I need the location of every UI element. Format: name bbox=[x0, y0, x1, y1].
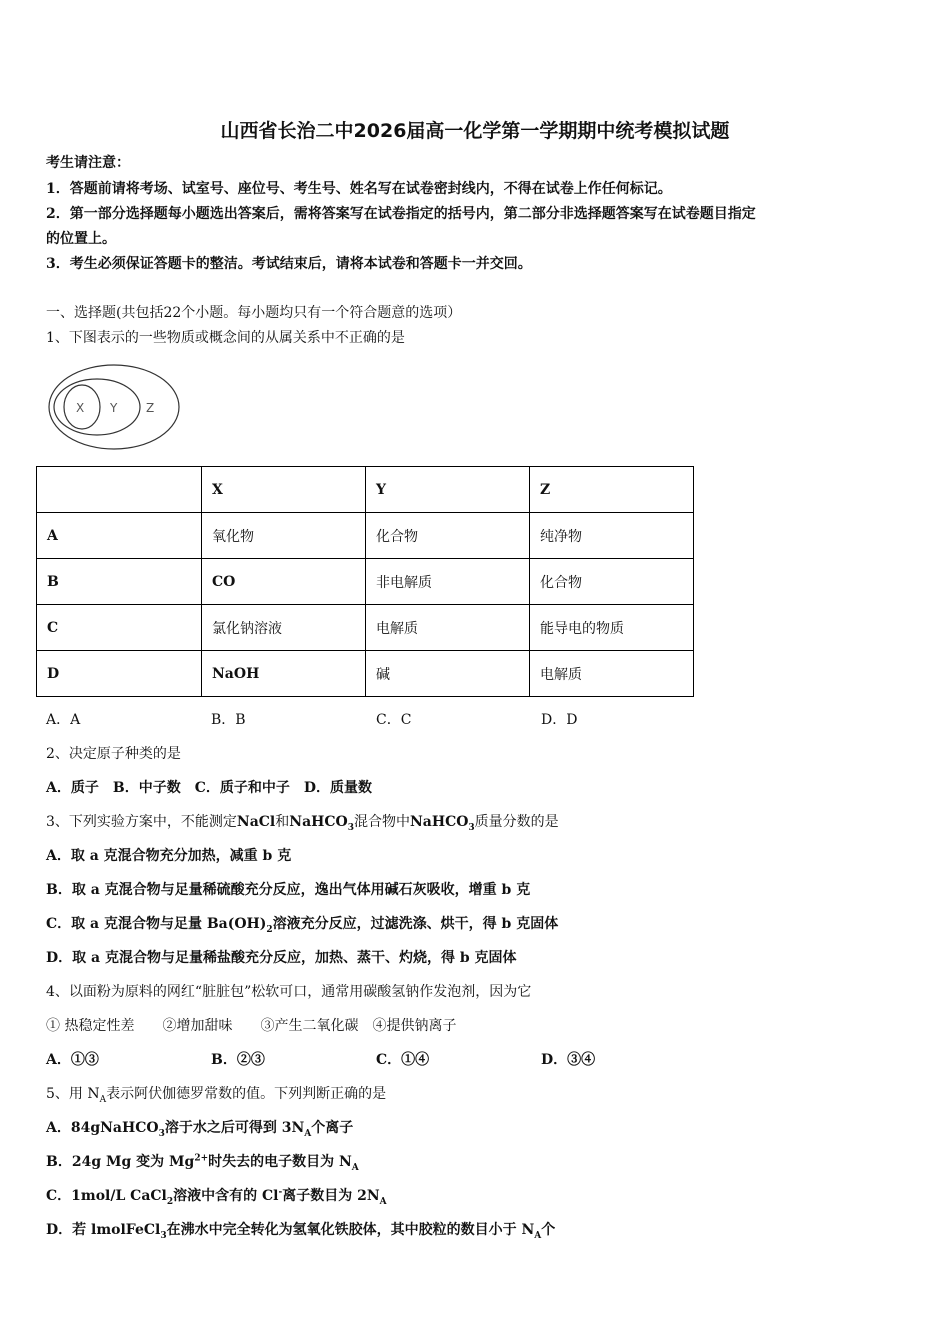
q3-stem: 3、下列实验方案中，不能测定NaCl和NaHCO$_3$混合物中NaHCO$_3$质量分数的是 bbox=[46, 814, 559, 833]
notice-item-1: 1．答题前请将考场、试室号、座位号、考生号、姓名写在试卷密封线内，不得在试卷上作任何标记。 bbox=[46, 181, 672, 197]
option-a: A．A bbox=[46, 712, 81, 728]
table-cell: 能导电的物质 bbox=[530, 605, 694, 651]
notice-item-3: 3．考生必须保证答题卡的整洁。考试结束后，请将本试卷和答题卡一并交回。 bbox=[46, 256, 532, 272]
label-x: X bbox=[76, 401, 85, 415]
notice-heading: 考生请注意： bbox=[46, 155, 130, 171]
table-row bbox=[37, 559, 694, 605]
label-y: Y bbox=[110, 401, 118, 415]
q4-stem: 4、以面粉为原料的网红“脏脏包”松软可口，通常用碳酸氢钠作发泡剂，因为它 bbox=[46, 984, 532, 1000]
table-cell: B bbox=[37, 559, 202, 605]
table-cell: 化合物 bbox=[366, 513, 530, 559]
q1-table bbox=[36, 466, 694, 697]
table-row bbox=[37, 605, 694, 651]
option-d: D．D bbox=[541, 712, 578, 728]
option-c: C．①④ bbox=[376, 1052, 430, 1068]
table-cell: A bbox=[37, 513, 202, 559]
section-heading: 一、选择题(共包括22个小题。每小题均只有一个符合题意的选项） bbox=[46, 305, 462, 321]
table-header-cell: Y bbox=[366, 467, 530, 513]
q3-option-c: C．取 a 克混合物与足量 $Ba(OH)_2$溶液充分反应，过滤洗涤、烘干，得 b 克固体 bbox=[46, 916, 559, 935]
table-cell: 电解质 bbox=[530, 651, 694, 697]
q5-option-a: A．84gNaHCO$_3$溶于水之后可得到 $3N_A$个离子 bbox=[46, 1120, 354, 1139]
table-row bbox=[37, 513, 694, 559]
q4-statements: ① 热稳定性差 ②增加甜味 ③产生二氧化碳 ④提供钠离子 bbox=[46, 1018, 457, 1034]
q3-option-a: A．取 a 克混合物充分加热，减重 b 克 bbox=[46, 848, 292, 864]
notice-item-2: 2．第一部分选择题每小题选出答案后，需将答案写在试卷指定的括号内，第二部分非选择题答案写在试卷题目指定 bbox=[46, 206, 756, 222]
venn-diagram bbox=[40, 360, 190, 456]
table-header-cell: X bbox=[202, 467, 366, 513]
label-z: Z bbox=[146, 401, 155, 415]
q5-option-b: B．24g Mg 变为 $Mg^{2+}$时失去的电子数目为 $N_A$ bbox=[46, 1153, 359, 1173]
table-cell: 电解质 bbox=[366, 605, 530, 651]
q5-option-d: D．若 lmolFeCl$_3$在沸水中完全转化为氢氧化铁胶体，其中胶粒的数目小于 $N_A$个 bbox=[46, 1222, 556, 1241]
notice-item-2-cont: 的位置上。 bbox=[46, 231, 116, 247]
table-cell: 氧化物 bbox=[202, 513, 366, 559]
table-cell: 化合物 bbox=[530, 559, 694, 605]
table-cell: D bbox=[37, 651, 202, 697]
option-b: B．②③ bbox=[211, 1052, 265, 1068]
table-row bbox=[37, 651, 694, 697]
table-cell: 氯化钠溶液 bbox=[202, 605, 366, 651]
q1-stem: 1、下图表示的一些物质或概念间的从属关系中不正确的是 bbox=[46, 330, 405, 346]
table-header-row bbox=[37, 467, 694, 513]
option-a: A．①③ bbox=[46, 1052, 99, 1068]
table-cell: C bbox=[37, 605, 202, 651]
table-cell: CO bbox=[202, 559, 366, 605]
option-d: D．③④ bbox=[541, 1052, 596, 1068]
table-cell: 碱 bbox=[366, 651, 530, 697]
q2-stem: 2、决定原子种类的是 bbox=[46, 746, 181, 762]
table-cell: 纯净物 bbox=[530, 513, 694, 559]
table-cell: NaOH bbox=[202, 651, 366, 697]
q3-option-d: D．取 a 克混合物与足量稀盐酸充分反应，加热、蒸干、灼烧，得 b 克固体 bbox=[46, 950, 517, 966]
q5-option-c: C．1mol/L CaCl$_2$溶液中含有的 Cl-离子数目为 $2N_A$ bbox=[46, 1187, 387, 1207]
ellipse-y bbox=[54, 379, 140, 435]
option-c: C．C bbox=[376, 712, 412, 728]
table-cell: 非电解质 bbox=[366, 559, 530, 605]
option-b: B．B bbox=[211, 712, 246, 728]
q3-option-b: B．取 a 克混合物与足量稀硫酸充分反应，逸出气体用碱石灰吸收，增重 b 克 bbox=[46, 882, 531, 898]
page-title: 山西省长治二中2026届高一化学第一学期期中统考模拟试题 bbox=[220, 120, 730, 142]
table-header-cell bbox=[37, 467, 202, 513]
q5-stem: 5、用 $N_A$表示阿伏伽德罗常数的值。下列判断正确的是 bbox=[46, 1086, 387, 1105]
table-header-cell: Z bbox=[530, 467, 694, 513]
q2-options: A．质子 B．中子数 C．质子和中子 D．质量数 bbox=[46, 780, 372, 796]
